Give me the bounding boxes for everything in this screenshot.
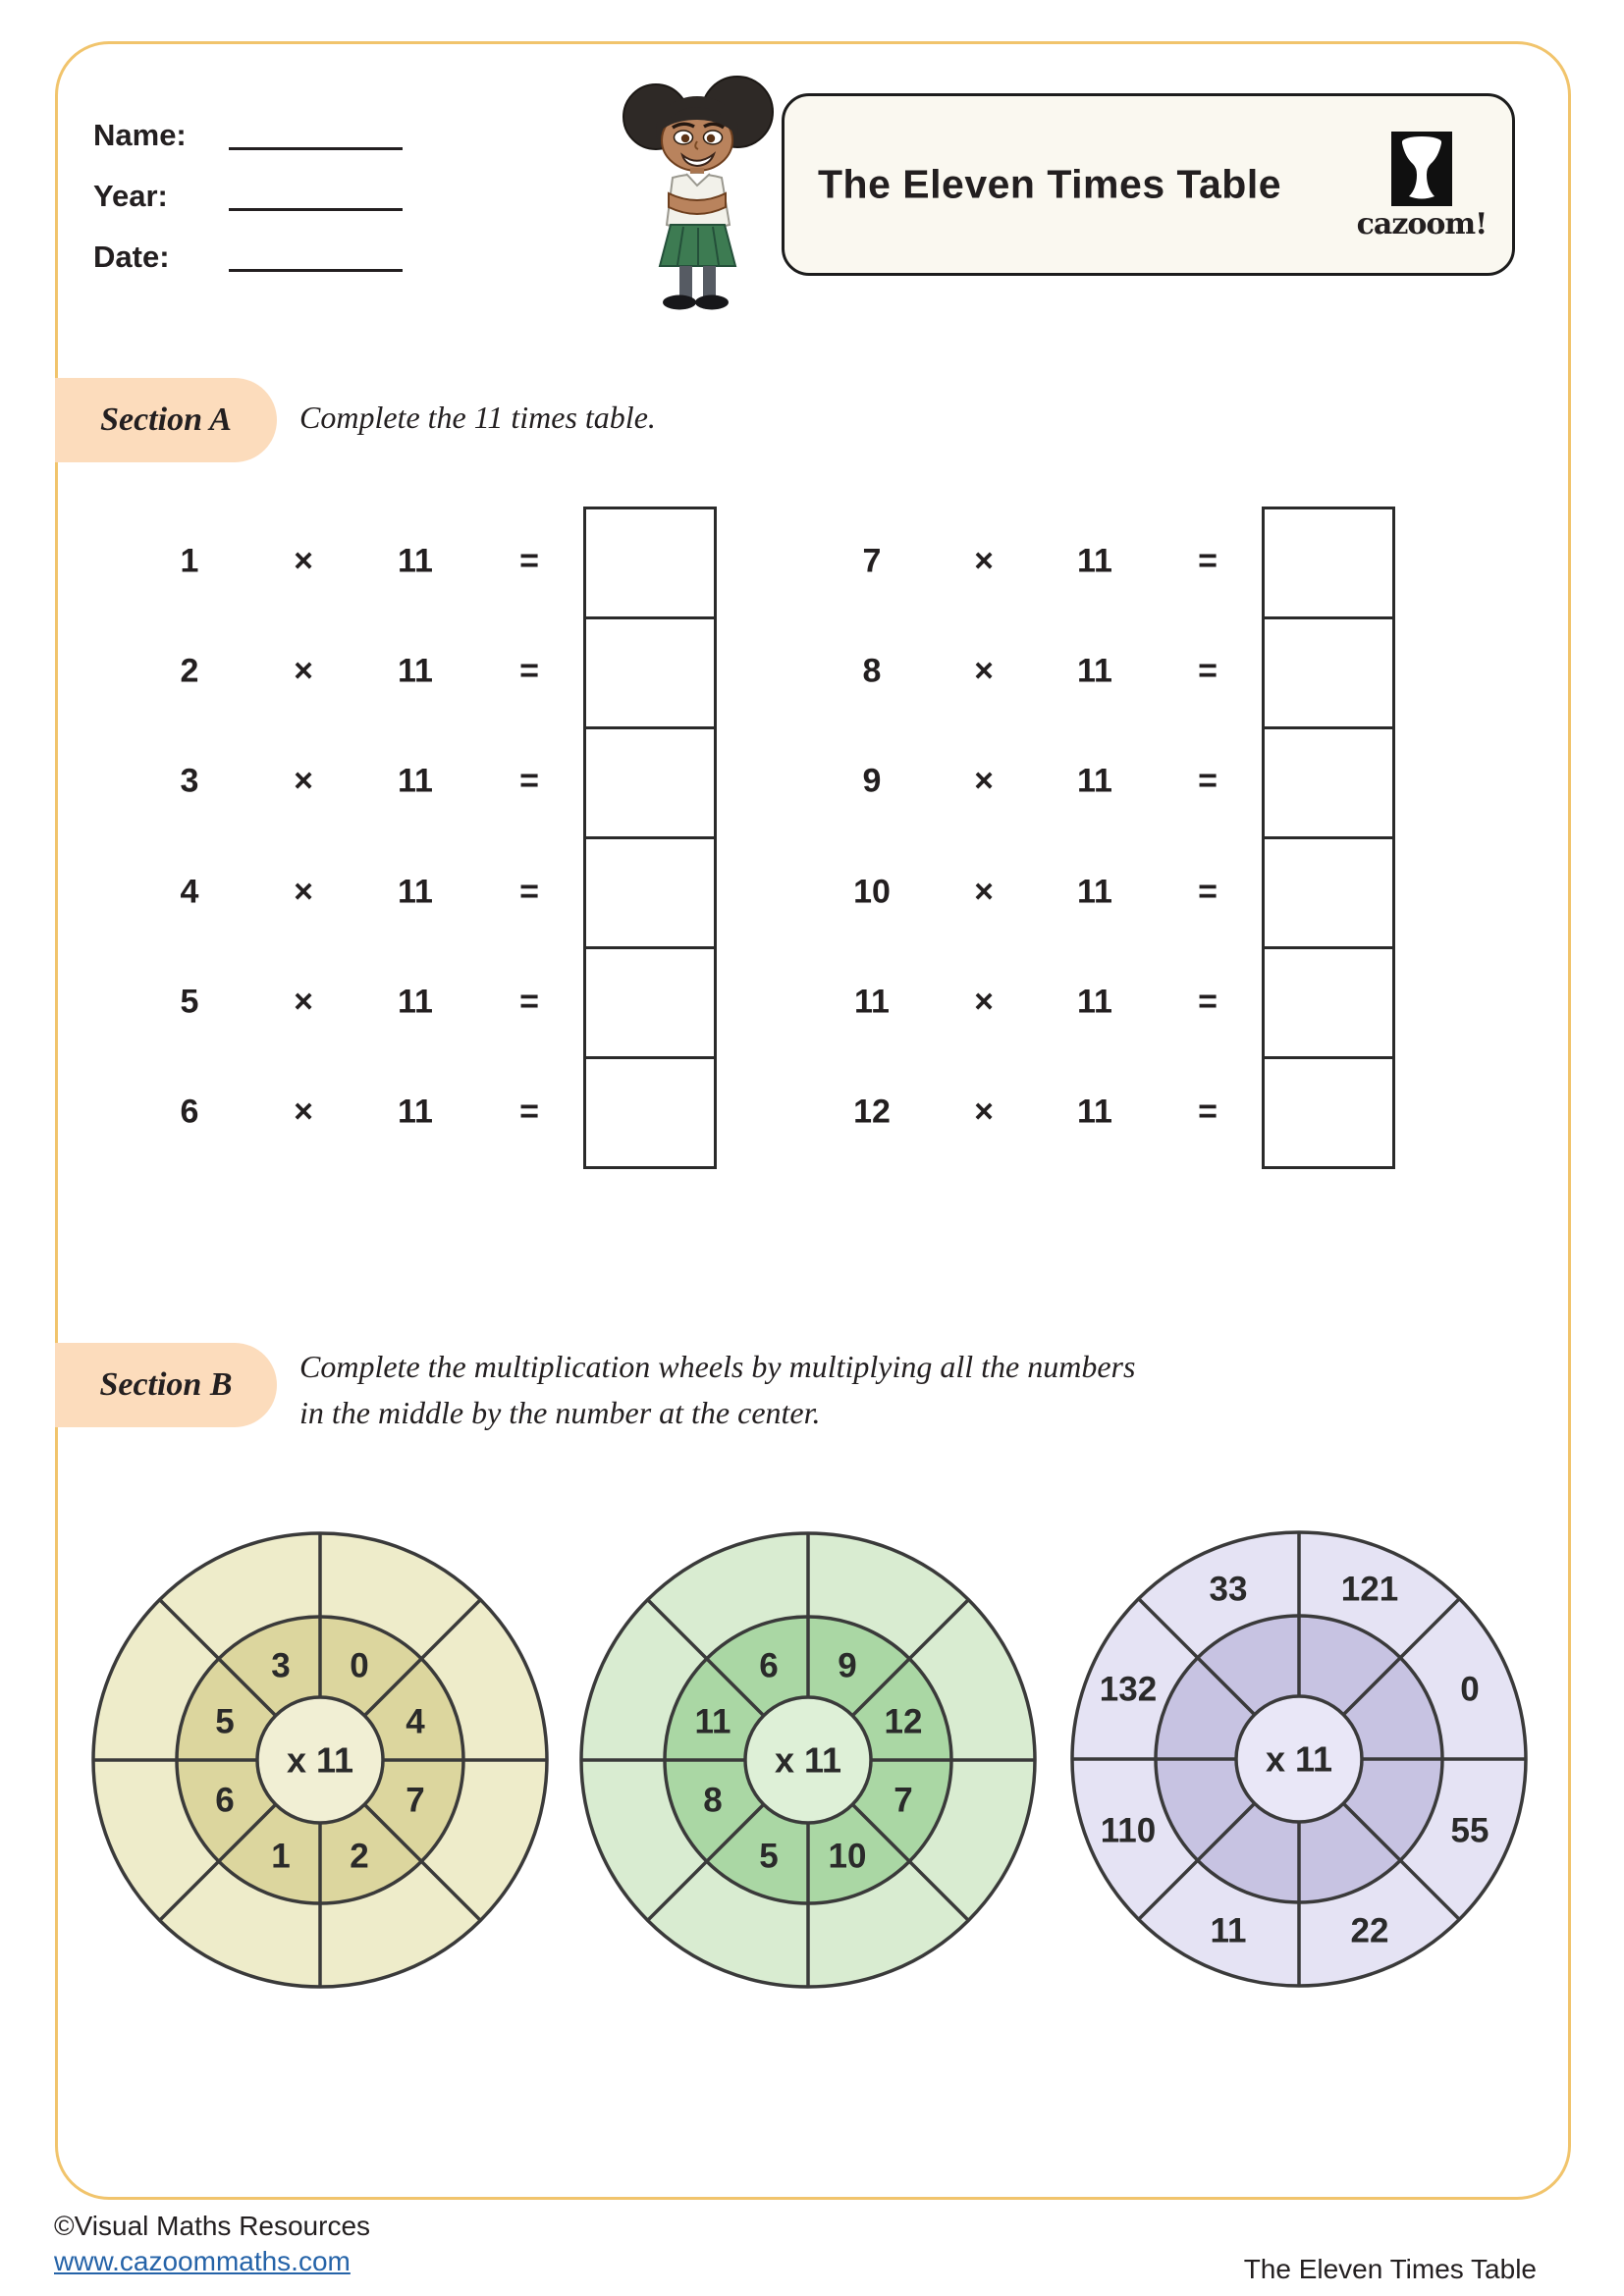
- schoolgirl-mascot-illustration: [615, 75, 782, 312]
- multiplier: 11: [398, 1093, 433, 1131]
- equals-symbol: =: [1198, 1093, 1218, 1131]
- drum-icon: [1391, 132, 1452, 206]
- multiplicand: 11: [854, 983, 890, 1021]
- wheel-center-label: x 11: [1265, 1738, 1333, 1780]
- multiplication-wheel-2: [572, 1524, 1044, 1996]
- answer-box[interactable]: [1262, 946, 1395, 1059]
- equals-symbol: =: [1198, 542, 1218, 580]
- section-b-instruction-line2: in the middle by the number at the center.: [299, 1395, 821, 1430]
- iris-left: [681, 134, 689, 142]
- title-box: [782, 93, 1515, 276]
- page-title: The Eleven Times Table: [818, 161, 1282, 207]
- wheel-number: 1: [271, 1837, 291, 1876]
- wheel-number: 12: [884, 1702, 923, 1741]
- wheel-number: 2: [350, 1837, 369, 1876]
- year-input-line[interactable]: [229, 208, 403, 211]
- section-a-instruction: Complete the 11 times table.: [299, 400, 656, 435]
- multiplier: 11: [398, 762, 433, 800]
- times-symbol: ×: [974, 652, 994, 690]
- multiplicand: 2: [180, 652, 199, 690]
- times-symbol: ×: [974, 542, 994, 580]
- multiplier: 11: [1077, 1093, 1112, 1131]
- name-label: Name:: [93, 118, 187, 152]
- times-symbol: ×: [974, 762, 994, 800]
- answer-box[interactable]: [583, 1056, 717, 1169]
- wheel-number: 5: [759, 1837, 779, 1876]
- wheel-number: 3: [271, 1646, 291, 1685]
- equals-symbol: =: [519, 1093, 539, 1131]
- cazoom-logo: [1355, 132, 1489, 241]
- equals-symbol: =: [519, 652, 539, 690]
- times-symbol: ×: [294, 652, 313, 690]
- multiplier: 11: [1077, 762, 1112, 800]
- multiplicand: 5: [180, 983, 199, 1021]
- wheel-number: 5: [215, 1702, 235, 1741]
- wheel-number: 110: [1100, 1811, 1157, 1850]
- leg-left: [679, 266, 692, 298]
- answer-box[interactable]: [1262, 616, 1395, 729]
- times-symbol: ×: [294, 762, 313, 800]
- wheel-number: 8: [703, 1781, 723, 1820]
- wheel-number: 121: [1340, 1570, 1399, 1609]
- multiplicand: 10: [853, 873, 891, 911]
- wheel-number: 9: [838, 1646, 857, 1685]
- multiplicand: 12: [853, 1093, 891, 1131]
- times-symbol: ×: [974, 1093, 994, 1131]
- answer-box-column-right: [1262, 507, 1395, 1169]
- multiplier: 11: [1077, 542, 1112, 580]
- section-a-badge: Section A: [55, 378, 277, 462]
- wheel-number: 7: [406, 1781, 425, 1820]
- section-b-instruction-line1: Complete the multiplication wheels by multiplying all the numbers: [299, 1349, 1136, 1384]
- wheel-number: 7: [893, 1781, 913, 1820]
- footer-document-title: The Eleven Times Table: [1243, 2254, 1537, 2284]
- times-symbol: ×: [294, 983, 313, 1021]
- shoe-right: [695, 295, 729, 310]
- logo-wordmark: cazoom!: [1356, 207, 1488, 241]
- equals-symbol: =: [1198, 652, 1218, 690]
- multiplier: 11: [1077, 873, 1112, 911]
- answer-box[interactable]: [1262, 836, 1395, 949]
- times-symbol: ×: [294, 542, 313, 580]
- equals-symbol: =: [1198, 983, 1218, 1021]
- times-symbol: ×: [294, 1093, 313, 1131]
- name-input-line[interactable]: [229, 147, 403, 150]
- leg-right: [703, 266, 716, 298]
- website-link[interactable]: www.cazoommaths.com: [54, 2246, 351, 2276]
- wheel-number: 55: [1450, 1811, 1489, 1850]
- answer-box[interactable]: [583, 726, 717, 839]
- wheel-number: 22: [1350, 1911, 1389, 1950]
- equals-symbol: =: [519, 983, 539, 1021]
- answer-box[interactable]: [1262, 507, 1395, 619]
- multiplication-wheel-3: [1063, 1523, 1535, 1995]
- multiplicand: 8: [862, 652, 882, 690]
- answer-box-column-left: [583, 507, 717, 1169]
- wheel-number: 33: [1209, 1570, 1248, 1609]
- answer-box[interactable]: [583, 836, 717, 949]
- multiplicand: 3: [180, 762, 199, 800]
- multiplier: 11: [1077, 652, 1112, 690]
- equals-symbol: =: [1198, 762, 1218, 800]
- multiplier: 11: [398, 873, 433, 911]
- answer-box[interactable]: [583, 616, 717, 729]
- wheel-number: 0: [1460, 1670, 1480, 1709]
- wheel-number: 6: [759, 1646, 779, 1685]
- multiplicand: 9: [862, 762, 882, 800]
- wheel-number: 0: [350, 1646, 369, 1685]
- multiplier: 11: [1077, 983, 1112, 1021]
- multiplier: 11: [398, 652, 433, 690]
- answer-box[interactable]: [1262, 726, 1395, 839]
- wheel-number: 11: [1210, 1911, 1247, 1950]
- wheel-number: 11: [694, 1702, 731, 1741]
- multiplier: 11: [398, 983, 433, 1021]
- section-b-badge: Section B: [55, 1343, 277, 1427]
- date-label: Date:: [93, 240, 170, 274]
- multiplicand: 1: [180, 542, 199, 580]
- equals-symbol: =: [1198, 873, 1218, 911]
- times-symbol: ×: [294, 873, 313, 911]
- multiplication-wheel-1: [84, 1524, 556, 1996]
- equals-symbol: =: [519, 873, 539, 911]
- times-symbol: ×: [974, 983, 994, 1021]
- date-input-line[interactable]: [229, 269, 403, 272]
- multiplier: 11: [398, 542, 433, 580]
- copyright-text: ©Visual Maths Resources: [54, 2211, 371, 2241]
- multiplicand: 6: [180, 1093, 199, 1131]
- multiplicand: 7: [862, 542, 882, 580]
- iris-right: [707, 134, 715, 142]
- equals-symbol: =: [519, 762, 539, 800]
- wheel-number: 10: [828, 1837, 867, 1876]
- answer-box[interactable]: [583, 507, 717, 619]
- year-label: Year:: [93, 179, 168, 213]
- answer-box[interactable]: [1262, 1056, 1395, 1169]
- answer-box[interactable]: [583, 946, 717, 1059]
- times-symbol: ×: [974, 873, 994, 911]
- wheel-number: 6: [215, 1781, 235, 1820]
- equals-symbol: =: [519, 542, 539, 580]
- multiplicand: 4: [180, 873, 199, 911]
- wheel-center-label: x 11: [774, 1739, 842, 1781]
- wheel-center-label: x 11: [286, 1739, 354, 1781]
- shoe-left: [663, 295, 696, 310]
- wheel-number: 132: [1099, 1670, 1158, 1709]
- wheel-number: 4: [406, 1702, 425, 1741]
